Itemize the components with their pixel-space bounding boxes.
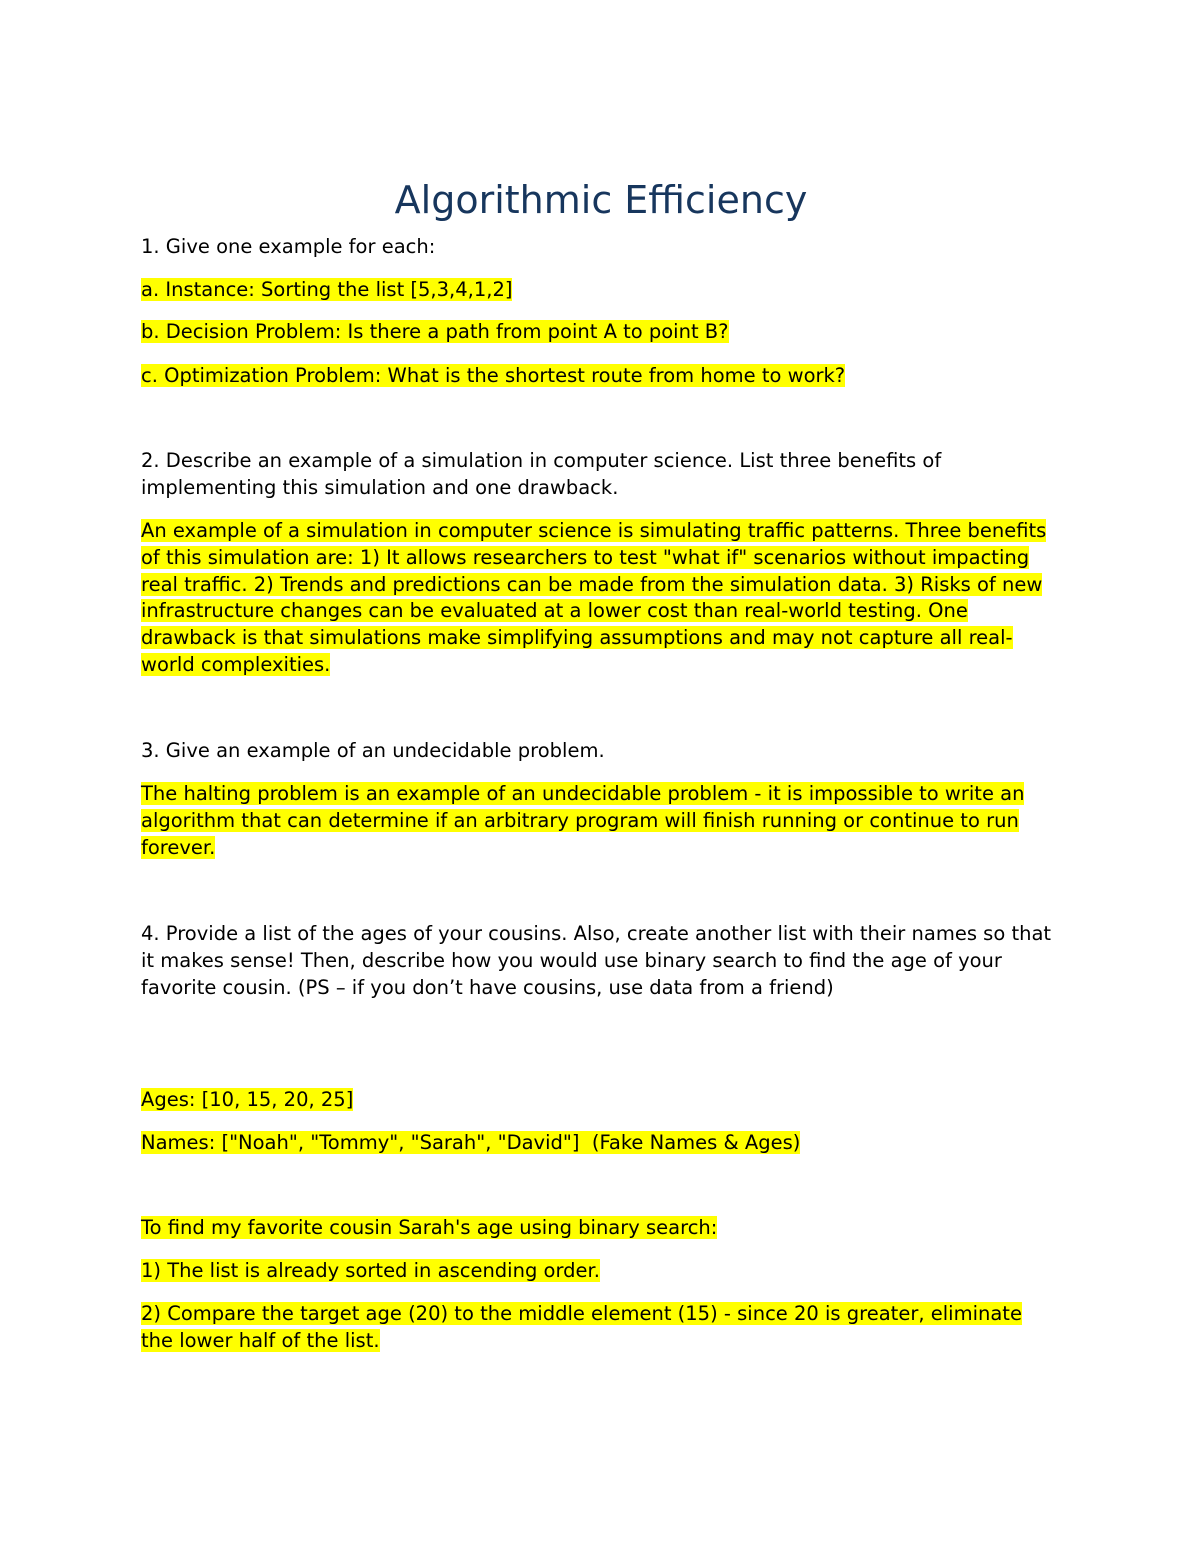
document-page — [141, 0, 1061, 1553]
answer-3 — [141, 781, 1046, 861]
answer-4-step2-text: 2) Compare the target age (20) to the middle element (15) - since 20 is greater, eliminate the lower half of the list. — [141, 1302, 1022, 1352]
answer-4-ages-text: Ages: [10, 15, 20, 25] — [141, 1088, 354, 1111]
answer-1b-text: b. Decision Problem: Is there a path from point A to point B? — [141, 320, 729, 343]
answer-1c — [141, 363, 845, 390]
question-3: 3. Give an example of an undecidable problem. — [141, 739, 605, 762]
answer-2-text: An example of a simulation in computer science is simulating traffic patterns. Three benefits of this simulation are: 1) It allows researchers to test "what if" scenarios without impacting real traffic. 2) Trends and predictions can be made from the simulation data. 3) Risks of new infrastructure changes can be evaluated at a lower cost than real-world testing. One drawback is that simulations make simplifying assumptions and may not capture all real-world complexities. — [141, 519, 1047, 676]
answer-1c-text: c. Optimization Problem: What is the shortest route from home to work? — [141, 364, 846, 387]
answer-4-intro — [141, 1215, 717, 1242]
answer-4-names-text: Names: ["Noah", "Tommy", "Sarah", "David"] (Fake Names & Ages) — [141, 1131, 801, 1154]
answer-4-ages — [141, 1087, 353, 1114]
answer-1b — [141, 319, 729, 346]
answer-4-names — [141, 1130, 800, 1157]
question-1: 1. Give one example for each: — [141, 235, 436, 258]
answer-1a — [141, 277, 512, 304]
answer-2 — [141, 518, 1056, 679]
answer-4-intro-text: To find my favorite cousin Sarah's age using binary search: — [141, 1216, 718, 1239]
answer-4-step1-text: 1) The list is already sorted in ascending order. — [141, 1259, 600, 1282]
question-4: 4. Provide a list of the ages of your cousins. Also, create another list with their names so that it makes sense! Then, describe how you would use binary search to find the age of your favorite cousin. (PS – if you don’t have cousins, use data from a friend) — [141, 922, 1052, 999]
question-2: 2. Describe an example of a simulation in computer science. List three benefits of implementing this simulation and one drawback. — [141, 449, 942, 499]
answer-4-step1 — [141, 1258, 600, 1285]
page-title: Algorithmic Efficiency — [394, 178, 808, 222]
answer-4-step2 — [141, 1301, 1031, 1355]
answer-1a-text: a. Instance: Sorting the list [5,3,4,1,2] — [141, 278, 513, 301]
answer-3-text: The halting problem is an example of an undecidable problem - it is impossible to write an algorithm that can determine if an arbitrary program will finish running or continue to run forever. — [141, 782, 1025, 859]
